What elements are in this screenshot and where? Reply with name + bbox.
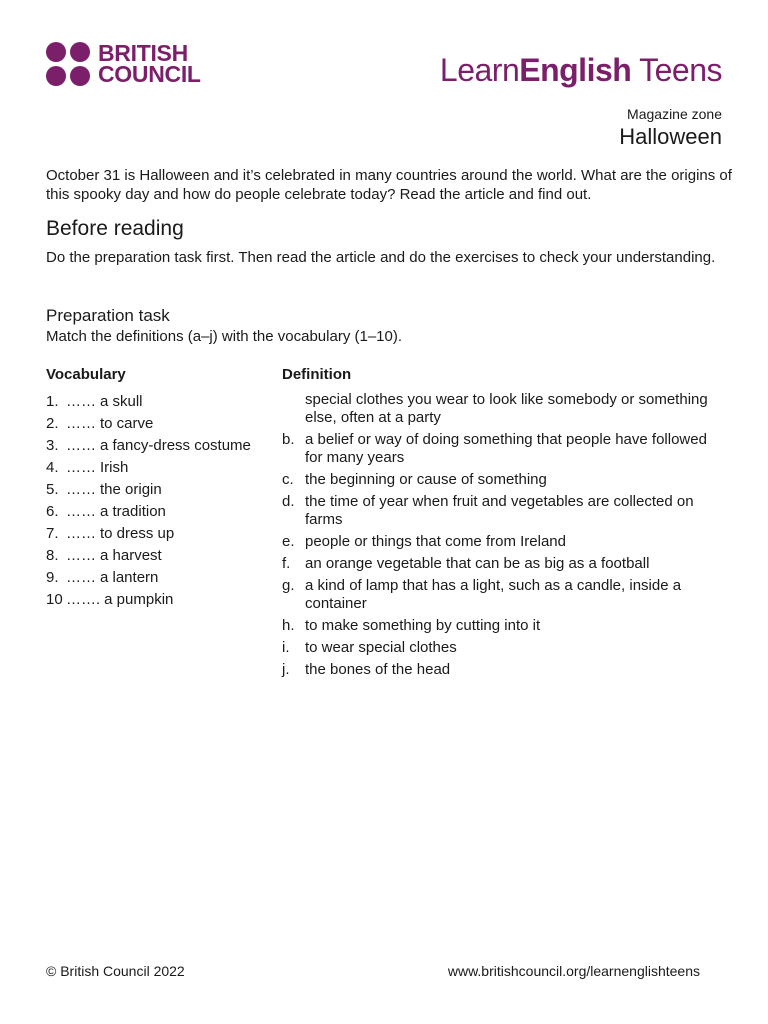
- vocab-number: 8.: [46, 547, 59, 564]
- vocab-item: [46, 457, 251, 479]
- definition-text: people or things that come from Ireland: [305, 533, 566, 550]
- answer-blank: ……: [66, 459, 96, 476]
- vocab-number: 3.: [46, 437, 59, 454]
- definition-item: [282, 493, 722, 529]
- before-reading-text: Do the preparation task first. Then read the article and do the exercises to check your understanding.: [46, 249, 716, 266]
- vocab-word: a tradition: [100, 503, 166, 520]
- logo-dots-icon: [46, 42, 90, 86]
- definition-item: [282, 617, 722, 635]
- vocab-word: a lantern: [100, 569, 159, 586]
- definition-letter: i.: [282, 639, 290, 656]
- definition-letter: c.: [282, 471, 294, 488]
- vocabulary-list: [46, 391, 251, 611]
- definition-text: an orange vegetable that can be as big as a football: [305, 555, 650, 572]
- logo-line2: COUNCIL: [98, 61, 201, 87]
- definition-item: [282, 661, 722, 679]
- definition-letter: d.: [282, 493, 295, 510]
- footer-copyright: © British Council 2022: [46, 963, 185, 979]
- brand-prefix: Learn: [439, 52, 520, 88]
- vocab-item: [46, 391, 251, 413]
- vocab-number: 4.: [46, 459, 59, 476]
- vocab-number: 6.: [46, 503, 59, 520]
- vocab-word: Irish: [100, 459, 129, 476]
- vocab-item: [46, 523, 251, 545]
- brand-strong: English: [519, 52, 632, 88]
- definition-item: [282, 471, 722, 489]
- definition-letter: [282, 391, 305, 427]
- definition-letter: b.: [282, 431, 295, 448]
- logo-dot: [46, 66, 66, 86]
- vocab-item: [46, 435, 251, 457]
- definition-item: [282, 391, 722, 427]
- intro-paragraph: October 31 is Halloween and it’s celebrated in many countries around the world. What are the origins of this spooky day and how do people celebrate today? Read the article and find out.: [46, 167, 732, 203]
- vocab-word: to carve: [100, 415, 154, 432]
- vocab-number: 2.: [46, 415, 59, 432]
- logo-text: [98, 40, 201, 87]
- vocab-word: a pumpkin: [104, 591, 174, 608]
- answer-blank: …….: [66, 591, 101, 608]
- vocab-item: [46, 413, 251, 435]
- vocabulary-heading: Vocabulary: [46, 366, 126, 383]
- brand-suffix: Teens: [631, 52, 722, 88]
- definition-item: [282, 577, 722, 613]
- definition-text: the bones of the head: [305, 661, 451, 678]
- vocab-item: [46, 479, 251, 501]
- definition-item: [282, 533, 722, 551]
- definition-letter: h.: [282, 617, 295, 634]
- definition-text: to make something by cutting into it: [305, 617, 541, 634]
- definition-letter: g.: [282, 577, 295, 594]
- page-title: Halloween: [619, 124, 722, 149]
- definition-text: special clothes you wear to look like somebody or something else, often at a party: [305, 391, 708, 426]
- learnenglish-teens-logo: [440, 52, 722, 89]
- definition-item: [282, 639, 722, 657]
- definition-item: [282, 555, 722, 573]
- vocab-number: 9.: [46, 569, 59, 586]
- vocab-word: the origin: [100, 481, 162, 498]
- answer-blank: ……: [66, 393, 96, 410]
- definition-heading: Definition: [282, 366, 352, 383]
- definition-letter: f.: [282, 555, 291, 572]
- vocab-number: 1.: [46, 393, 59, 410]
- preparation-task-instruction: Match the definitions (a–j) with the vocabulary (1–10).: [46, 328, 403, 345]
- answer-blank: ……: [66, 547, 96, 564]
- zone-label: Magazine zone: [627, 106, 722, 122]
- definition-list: [282, 391, 722, 683]
- answer-blank: ……: [66, 481, 96, 498]
- answer-blank: ……: [66, 437, 96, 454]
- vocab-item: [46, 589, 251, 611]
- definition-text: a belief or way of doing something that people have followed for many years: [305, 431, 707, 466]
- definition-item: [282, 431, 722, 467]
- answer-blank: ……: [66, 415, 96, 432]
- vocab-number: 10: [46, 591, 63, 608]
- before-reading-heading: Before reading: [46, 217, 184, 240]
- vocab-item: [46, 545, 251, 567]
- vocab-word: to dress up: [100, 525, 175, 542]
- logo-dot: [70, 66, 90, 86]
- definition-text: the time of year when fruit and vegetables are collected on farms: [305, 493, 694, 528]
- answer-blank: ……: [66, 525, 96, 542]
- vocab-word: a skull: [100, 393, 143, 410]
- british-council-logo: [46, 42, 201, 86]
- preparation-task-heading: Preparation task: [46, 306, 170, 325]
- definition-text: a kind of lamp that has a light, such as a candle, inside a container: [305, 577, 682, 612]
- vocab-number: 5.: [46, 481, 59, 498]
- vocab-word: a fancy-dress costume: [100, 437, 251, 454]
- definition-text: to wear special clothes: [305, 639, 457, 656]
- vocab-item: [46, 567, 251, 589]
- vocab-item: [46, 501, 251, 523]
- logo-dot: [70, 42, 90, 62]
- vocab-word: a harvest: [100, 547, 162, 564]
- answer-blank: ……: [66, 569, 96, 586]
- definition-letter: e.: [282, 533, 295, 550]
- vocab-number: 7.: [46, 525, 59, 542]
- definition-letter: j.: [282, 661, 290, 678]
- logo-line1: BRITISH: [98, 40, 188, 66]
- answer-blank: ……: [66, 503, 96, 520]
- logo-dot: [46, 42, 66, 62]
- definition-text: the beginning or cause of something: [305, 471, 547, 488]
- footer-url-link[interactable]: www.britishcouncil.org/learnenglishteens: [447, 963, 700, 979]
